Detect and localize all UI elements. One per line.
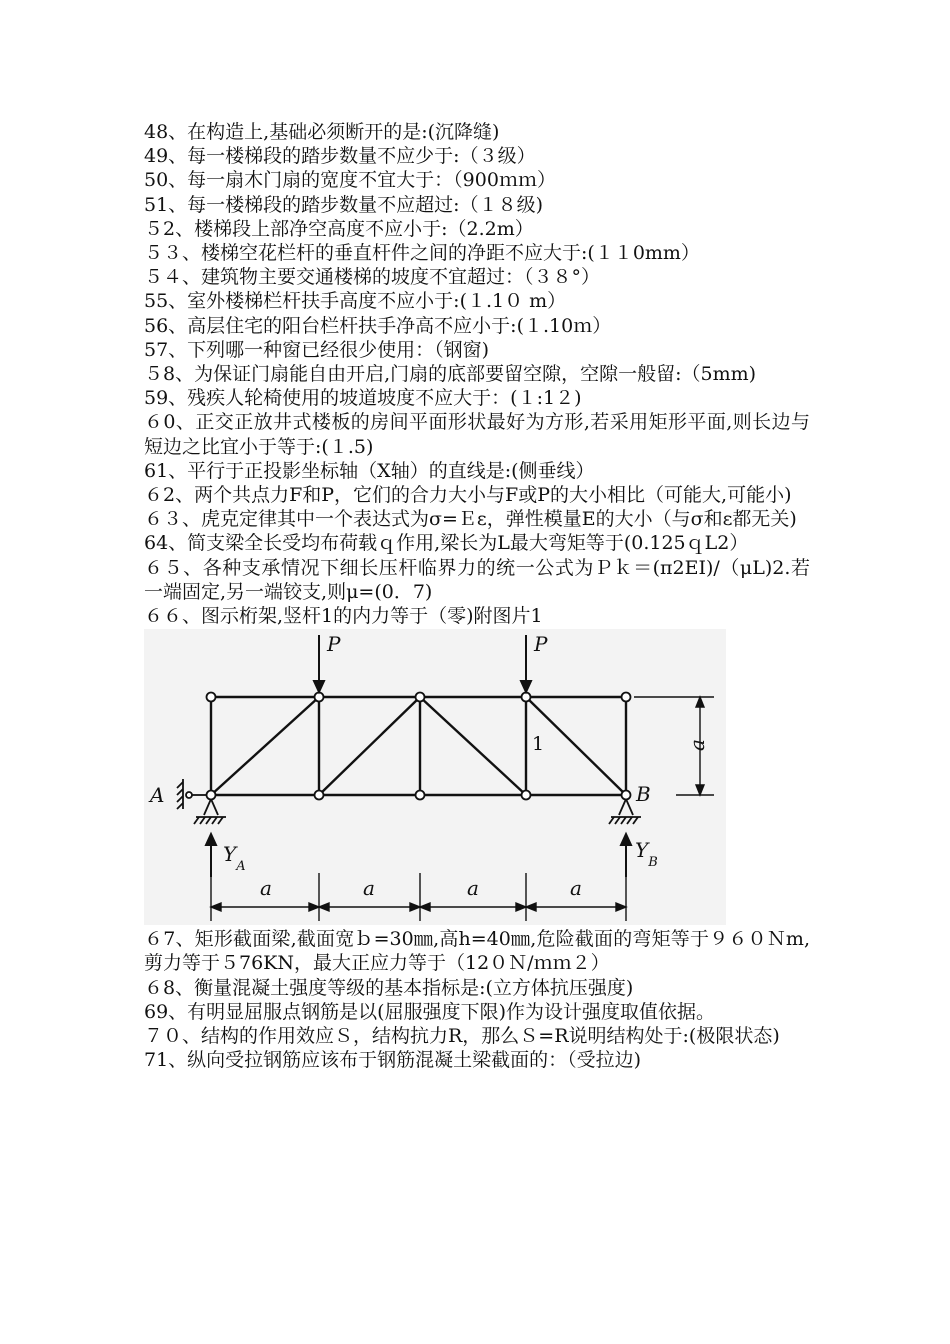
question-53: ５３、楼梯空花栏杆的垂直杆件之间的净距不应大于:(１１0mm） bbox=[144, 242, 700, 265]
question-60: ６0、正交正放井式楼板的房间平面形状最好为方形,若采用矩形平面,则长边与短边之比宜小于等于:(１.5) bbox=[144, 411, 810, 458]
reaction-label-a: $Y_A$ bbox=[223, 842, 246, 875]
question-61: 61、平行于正投影坐标轴（X轴）的直线是:(侧垂线） bbox=[144, 459, 595, 482]
question-62: ６2、两个共点力F和P，它们的合力大小与F或P的大小相比（可能大,可能小) bbox=[144, 484, 792, 507]
height-label: a bbox=[685, 739, 709, 752]
question-70: ７０、结构的作用效应Ｓ，结构抗力R，那么Ｓ=R说明结构处于:(极限状态) bbox=[144, 1025, 780, 1048]
question-56: 56、高层住宅的阳台栏杆扶手净高不应小于:(１.10ｍ） bbox=[144, 314, 612, 337]
load-label-left: P bbox=[327, 632, 341, 657]
reaction-label-b: $Y_B$ bbox=[635, 838, 658, 871]
question-54: ５４、建筑物主要交通楼梯的坡度不宜超过：（３８°） bbox=[144, 266, 601, 289]
support-label-a: A bbox=[150, 783, 165, 808]
question-69: 69、有明显屈服点钢筋是以(屈服强度下限)作为设计强度取值依据。 bbox=[144, 1000, 716, 1023]
support-label-b: B bbox=[636, 782, 651, 807]
question-66: ６６、图示桁架,竖杆1的内力等于（零)附图片1 bbox=[144, 605, 543, 628]
question-55: 55、室外楼梯栏杆扶手高度不应小于:(１.1０ m） bbox=[144, 290, 567, 313]
question-57: 57、下列哪一种窗已经很少使用：（钢窗) bbox=[144, 338, 490, 361]
span-label-1: a bbox=[260, 876, 272, 901]
member-1-label: 1 bbox=[532, 733, 545, 756]
question-68: ６8、衡量混凝土强度等级的基本指标是:(立方体抗压强度) bbox=[144, 976, 634, 999]
span-label-4: a bbox=[570, 876, 582, 901]
question-67: ６7、矩形截面梁,截面宽ｂ=30㎜,高h=40㎜,危险截面的弯矩等于９６０Ｎm,剪力等于５76KN，最大正应力等于（12０Ｎ/ｍｍ２） bbox=[144, 928, 810, 975]
truss-members bbox=[211, 697, 626, 795]
question-71: 71、纵向受拉钢筋应该布于钢筋混凝土梁截面的：（受拉边) bbox=[144, 1049, 642, 1072]
truss-diagram bbox=[144, 629, 726, 925]
load-arrows bbox=[314, 635, 531, 692]
reaction-arrows bbox=[206, 834, 631, 877]
question-63: ６３、虎克定律其中一个表达式为σ=Ｅε，弹性模量E的大小（与σ和ε都无关) bbox=[144, 508, 797, 531]
span-label-3: a bbox=[467, 876, 479, 901]
span-dimension bbox=[211, 873, 626, 921]
question-64: 64、简支梁全长受均布荷载ｑ作用,梁长为L最大弯矩等于(0.125ｑL2） bbox=[144, 532, 749, 555]
question-58: ５8、为保证门扇能自由开启,门扇的底部要留空隙，空隙一般留:（5mm) bbox=[144, 363, 757, 386]
question-48: 48、在构造上,基础必须断开的是:(沉降缝) bbox=[144, 121, 500, 143]
question-52: ５2、楼梯段上部净空高度不应小于:（2.2m） bbox=[144, 217, 534, 240]
load-label-right: P bbox=[534, 632, 548, 657]
question-65: ６５、各种支承情况下细长压杆临界力的统一公式为Ｐｋ＝(π2EI)/（μL)2.若一端固定,另一端铰支,则μ=(0．7) bbox=[144, 556, 810, 603]
truss-joints bbox=[207, 693, 631, 800]
question-59: 59、残疾人轮椅使用的坡道坡度不应大于：(１:1２) bbox=[144, 387, 582, 410]
support-a bbox=[177, 779, 226, 824]
span-label-2: a bbox=[363, 876, 375, 901]
question-list bbox=[144, 120, 810, 1072]
truss-figure bbox=[144, 629, 726, 925]
question-51: 51、每一楼梯段的踏步数量不应超过:（１８级) bbox=[144, 193, 543, 216]
question-50: 50、每一扇木门扇的宽度不宜大于：（900ｍｍ） bbox=[144, 169, 556, 192]
question-49: 49、每一楼梯段的踏步数量不应少于:（３级） bbox=[144, 145, 536, 168]
